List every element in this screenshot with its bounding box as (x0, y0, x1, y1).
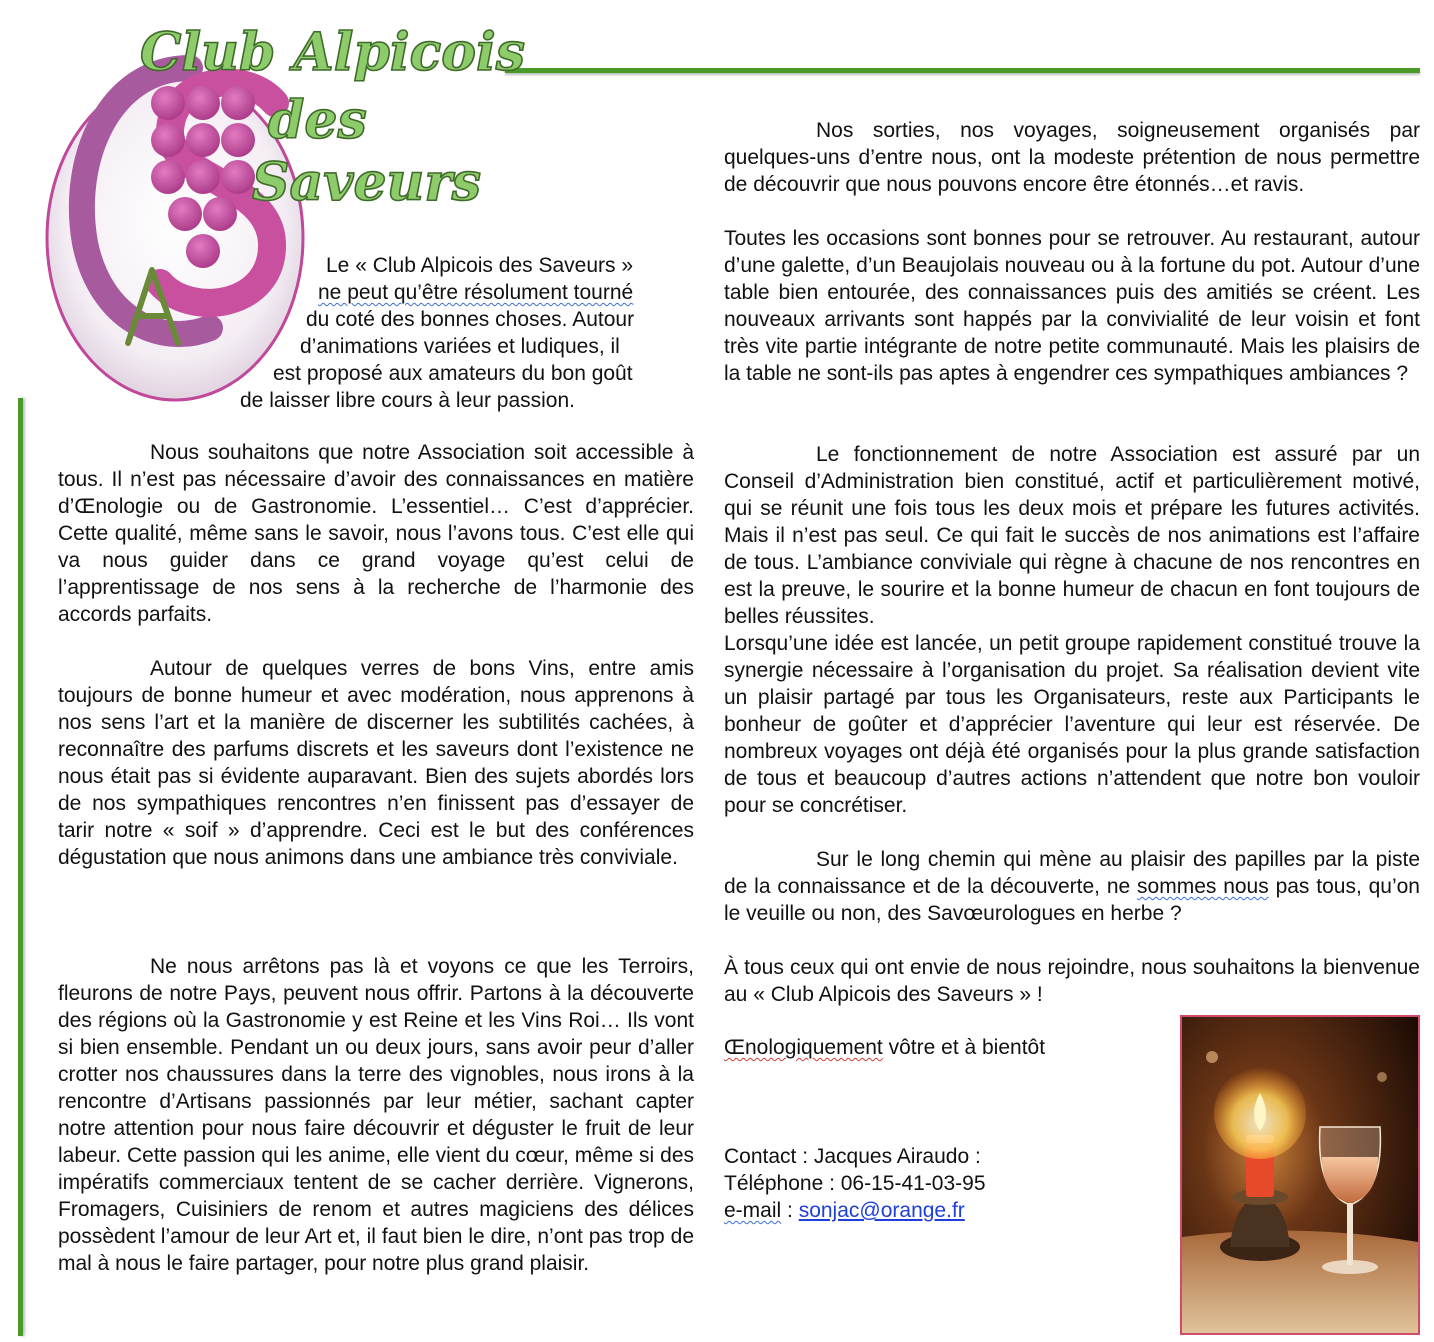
intro-line: du coté des bonnes choses. Autour (306, 308, 635, 331)
signoff-text: vôtre et à bientôt (882, 1036, 1046, 1059)
contact-name: Contact : Jacques Airaudo : (724, 1145, 981, 1168)
left-green-rule (18, 398, 23, 1336)
right-paragraph-4: À tous ceux qui ont envie de nous rejoindre, nous souhaitons la bienvenue au « Club Alpicois des Saveurs » ! (724, 956, 1420, 1006)
right-paragraph-3-text-end: pas tous, qu’on le veuille ou non, des Savœurologues en herbe ? (724, 875, 1420, 925)
intro-line (240, 279, 700, 306)
contact-block (724, 1143, 1164, 1224)
right-paragraph-1: Nos sorties, nos voyages, soigneusement organisés par quelques-uns d’entre nous, ont la modeste prétention de nous permettre de découvrir que nous pouvons encore être étonnés…et ravis. (724, 119, 1420, 196)
candle-wine-photo (1180, 1015, 1420, 1335)
logo-title-line3: Saveurs (252, 152, 482, 213)
contact-email-label: e-mail (724, 1199, 782, 1222)
top-green-rule (505, 68, 1420, 73)
contact-email-line (724, 1197, 1164, 1224)
right-paragraph-2b: Lorsqu’une idée est lancée, un petit groupe rapidement constitué trouve la synergie nécessaire à l’organisation du projet. Sa réalisation devient vite un plaisir partagé par tous les Organisateurs, reste aux Participants le bonheur de goûter et d’apprécier l’aventure qui leur est réservée. De nombreux voyages ont déjà été organisés pour la plus grande satisfaction de tous et beaucoup d’autres actions n’attendent que notre bon vouloir pour se concrétiser. (724, 632, 1420, 817)
logo-title-line1: Club Alpicois (140, 22, 525, 83)
intro-line: Le « Club Alpicois des Saveurs » (326, 254, 634, 277)
signoff (724, 1034, 1164, 1061)
intro-line: est proposé aux amateurs du bon goût (273, 362, 633, 385)
right-paragraph-3-text: Sur le long chemin qui mène au plaisir des papilles par la piste de la connaissance et de la découverte, ne (724, 848, 1420, 898)
contact-email-separator: : (781, 1199, 799, 1222)
intro-line-text: ne peut qu’être résolument tourné (318, 281, 634, 304)
intro-line: de laisser libre cours à leur passion. (240, 389, 575, 412)
left-paragraph-3: Ne nous arrêtons pas là et voyons ce que les Terroirs, fleurons de notre Pays, peuvent nous offrir. Partons à la découverte des régions où la Gastronomie y est Reine et les Vins Roi… Ils vont si bien ensemble. Pendant un ou deux jours, sans avoir peur d’aller crotter nos chaussures dans la terre des vignobles, nous irons à la rencontre d’Artisans passionnés par leur métier, sachant capter notre attention pour nous faire découvrir et déguster le fruit de leur labeur. Cette passion qui les anime, elle vient du cœur, même si des impératifs commerciaux tentent de se cacher derrière. Vignerons, Fromagers, Cuisiniers de renom et autres magiciens des délices possèdent l’amour de leur Art et, il faut bien le dire, n’ont pas trop de mal à nous le faire partager, pour notre plus grand plaisir. (58, 955, 694, 1275)
right-paragraph-3-flagged: sommes nous (1137, 875, 1269, 898)
right-paragraph-1b: Toutes les occasions sont bonnes pour se retrouver. Au restaurant, autour d’une galette, d’un Beaujolais nouveau ou à la fortune du pot. Autour d’une table bien entourée, des connaissances puis des amitiés se créent. Les nouveaux arrivants sont happés par la convivialité de leur voisin et font très vite partie intégrante de notre petite communauté. Mais les plaisirs de la table ne sont-ils pas aptes à engendrer ces sympathiques ambiances ? (724, 227, 1420, 385)
signoff-flagged-word: Œnologiquement (724, 1036, 883, 1059)
contact-phone: Téléphone : 06-15-41-03-95 (724, 1172, 986, 1195)
contact-email-link[interactable]: sonjac@orange.fr (798, 1199, 965, 1222)
candle-wine-illustration (1182, 1017, 1418, 1333)
right-paragraph-3 (724, 846, 1420, 927)
left-paragraph-2: Autour de quelques verres de bons Vins, entre amis toujours de bonne humeur et avec modération, nous apprenons à nos sens l’art et la manière de discerner les subtilités cachées, à reconnaître des parfums discrets et les saveurs dont l’existence ne nous était pas si évidente auparavant. Bien des sujets abordés lors de nos sympathiques rencontres n’en finissent pas d’essayer de tarir notre « soif » d’apprendre. Ceci est le but des conférences dégustation que nous animons dans une ambiance très conviviale. (58, 657, 694, 869)
logo-title-line2: des (268, 90, 367, 151)
intro-paragraph (240, 252, 700, 414)
left-paragraph-1: Nous souhaitons que notre Association soit accessible à tous. Il n’est pas nécessaire d’avoir des connaissances en matière d’Œnologie ou de Gastronomie. L’essentiel… C’est d’apprécier. Cette qualité, même sans le savoir, nous l’avons tous. C’est elle qui va nous guider dans ce grand voyage qu’est celui de l’apprentissage de nos sens à la recherche de l’harmonie des accords parfaits. (58, 441, 694, 626)
right-paragraph-2: Le fonctionnement de notre Association est assuré par un Conseil d’Administration bien constitué, actif et particulièrement motivé, qui se réunit une fois tous les deux mois et prépare les futures activités. Mais il n’est pas seul. Ce qui fait le succès de nos animations est l’affaire de tous. L’ambiance conviviale qui règne à chacune de nos rencontres en est la preuve, le sourire et la bonne humeur de chacun en font toujours de belles réussites. (724, 443, 1420, 628)
intro-line: d’animations variées et ludiques, il (300, 335, 620, 358)
